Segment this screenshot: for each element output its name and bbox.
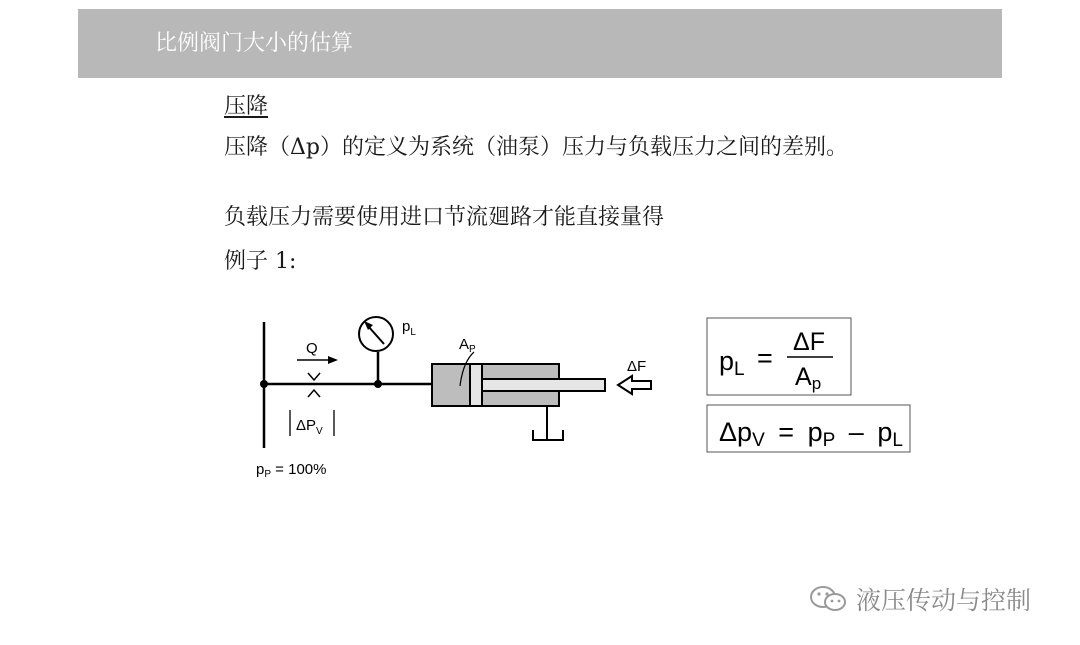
tank-icon — [533, 406, 563, 441]
formula-load-pressure — [707, 318, 851, 395]
svg-text:=: = — [757, 343, 773, 373]
svg-text:ΔpV = pP: ΔpV = pP – pL — [719, 417, 903, 451]
section-subtitle: 压降 — [224, 94, 269, 119]
wechat-icon — [808, 584, 850, 614]
flow-arrow-icon — [297, 356, 338, 364]
force-arrow-icon — [618, 376, 651, 394]
piston-area-label: $A_P$ — [459, 336, 476, 355]
gauge-junction-dot — [374, 380, 382, 388]
svg-text:pL: pL — [719, 346, 745, 380]
example-label: 例子 1: — [224, 249, 297, 274]
statement-text: 负载压力需要使用进口节流廻路才能直接量得 — [224, 205, 665, 230]
valve-dp-label: $\Delta P_V$ — [296, 417, 323, 437]
svg-text:ΔF: ΔF — [793, 328, 825, 356]
definition-text: 压降（Δp）的定义为系统（油泵）压力与负载压力之间的差别。 — [224, 135, 848, 160]
junction-dot — [260, 380, 268, 388]
svg-text:Ap: Ap — [795, 363, 822, 393]
hydraulic-cylinder-icon — [432, 352, 605, 406]
pressure-gauge-icon — [359, 317, 393, 351]
watermark-text: 液压传动与控制 — [856, 586, 1032, 615]
flow-label-q: Q — [306, 340, 318, 357]
pump-pressure-label: $p_P = 100\%$ — [256, 461, 327, 480]
slide-title: 比例阀门大小的估算 — [155, 31, 354, 56]
force-label: ΔF — [627, 358, 647, 375]
formula-valve-pressure-drop — [707, 405, 910, 452]
gauge-label-pl: $p_L$ — [402, 318, 416, 338]
watermark — [808, 582, 1031, 616]
